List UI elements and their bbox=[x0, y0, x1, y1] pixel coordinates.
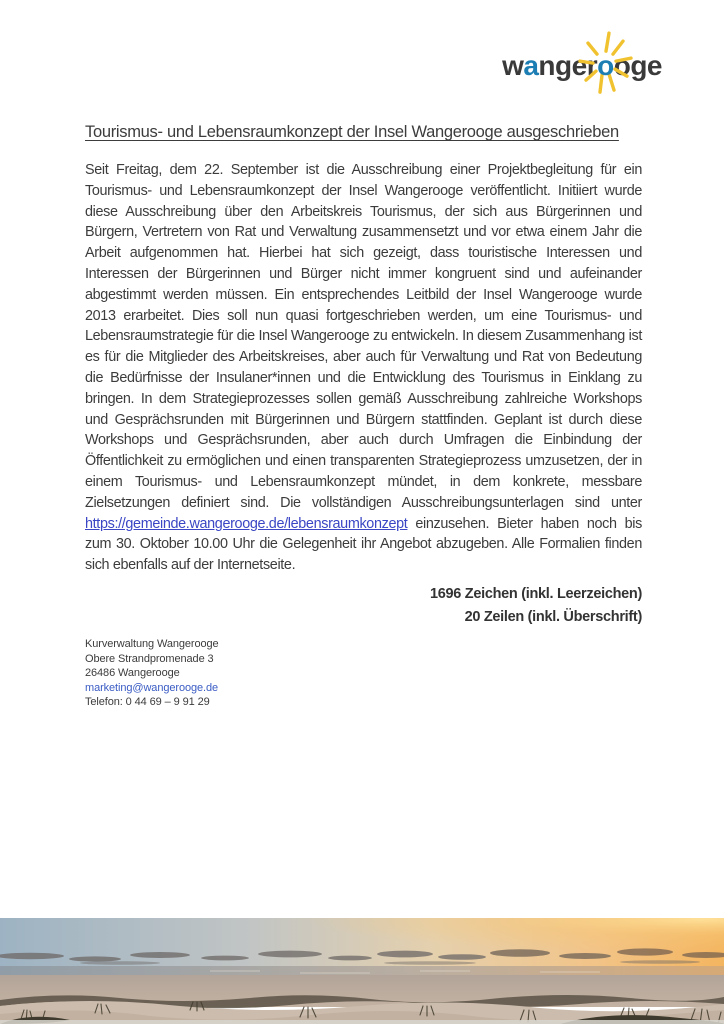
contact-block bbox=[85, 637, 219, 710]
line-count: 20 Zeilen (inkl. Überschrift) bbox=[464, 609, 642, 625]
body-paragraph bbox=[85, 160, 642, 576]
contact-name: Kurverwaltung Wangerooge bbox=[85, 638, 219, 650]
character-count-block bbox=[85, 583, 642, 629]
body-text-after-link: einzusehen. Bieter haben noch bis zum 30. Oktober 10.00 Uhr die Gelegenheit ihr Angebot abzugeben. Alle Formalien finden sich ebenfalls auf der Internetseite. bbox=[85, 515, 642, 574]
character-count: 1696 Zeichen (inkl. Leerzeichen) bbox=[429, 586, 642, 602]
contact-city: 26486 Wangerooge bbox=[85, 667, 180, 680]
logo-sun-letter: o bbox=[597, 50, 614, 81]
contact-street: Obere Strandpromenade 3 bbox=[85, 652, 214, 665]
logo-letters: nger bbox=[538, 50, 598, 81]
body-text-before-link: Seit Freitag, dem 22. September ist die Ausschreibung einer Projektbegleitung für ein Tourismus- und Lebensraumkonzept der Insel Wangerooge veröffentlicht. Initiiert wurde diese Ausschreibung über den Arbeitskreis Tourismus, der sich aus Bürgerinnen und Bürgern, Vertretern von Rat und Verwaltung zusammensetzt und vor etwa einem Jahr die Arbeit aufgenommen hat. Hierbei hat sich gezeigt, dass touristische Interessen und Interessen der Bürgerinnen und Bürger nicht immer kongruent sind und aufeinander abgestimmt werden müssen. Ein entsprechendes Leitbild der Insel Wangerooge wurde 2013 erarbeitet. Dies soll nun quasi fortgeschrieben werden, um eine Tourismus- und Lebensraumstrategie für die Insel Wangerooge zu entwickeln. In diesem Zusammenhang ist es für die Mitglieder des Arbeitskreises, aber auch für Verwaltung und Rat von Bedeutung die Bedürfnisse der Insulaner*innen und die Entwicklung des Tourismus in Einklang zu bringen. In dem Strategieprozesses sollen gemäß Ausschreibung zahlreiche Workshops und Gesprächsrunden mit Bürgerinnen und Bürgern stattfinden. Geplant ist durch diese Workshops und Gesprächsrunden, aber auch durch Umfragen die Einbindung der Öffentlichkeit zu ermöglichen und einen transparenten Strategieprozess umzusetzen, der in einem Tourismus- und Lebensraumkonzept mündet, in dem konkrete, messbare Zielsetzungen definiert sind. Die vollständigen Ausschreibungsunterlagen sind unter bbox=[85, 162, 642, 511]
photo-dune-grass bbox=[0, 995, 724, 1024]
page-title: Tourismus- und Lebensraumkonzept der Insel Wangerooge ausgeschrieben bbox=[85, 123, 619, 141]
beach-panorama-photo bbox=[0, 918, 724, 1024]
logo-letter-blue-a: a bbox=[523, 50, 539, 81]
tender-documents-link[interactable]: https://gemeinde.wangerooge.de/lebensraumkonzept bbox=[85, 515, 408, 532]
logo-letters-end: oge bbox=[613, 50, 662, 81]
contact-phone: Telefon: 0 44 69 – 9 91 29 bbox=[85, 696, 210, 709]
contact-email-link[interactable]: marketing@wangerooge.de bbox=[85, 681, 219, 694]
wangerooge-logo bbox=[502, 50, 662, 82]
sun-icon bbox=[597, 50, 614, 82]
logo-letter: w bbox=[502, 50, 524, 81]
